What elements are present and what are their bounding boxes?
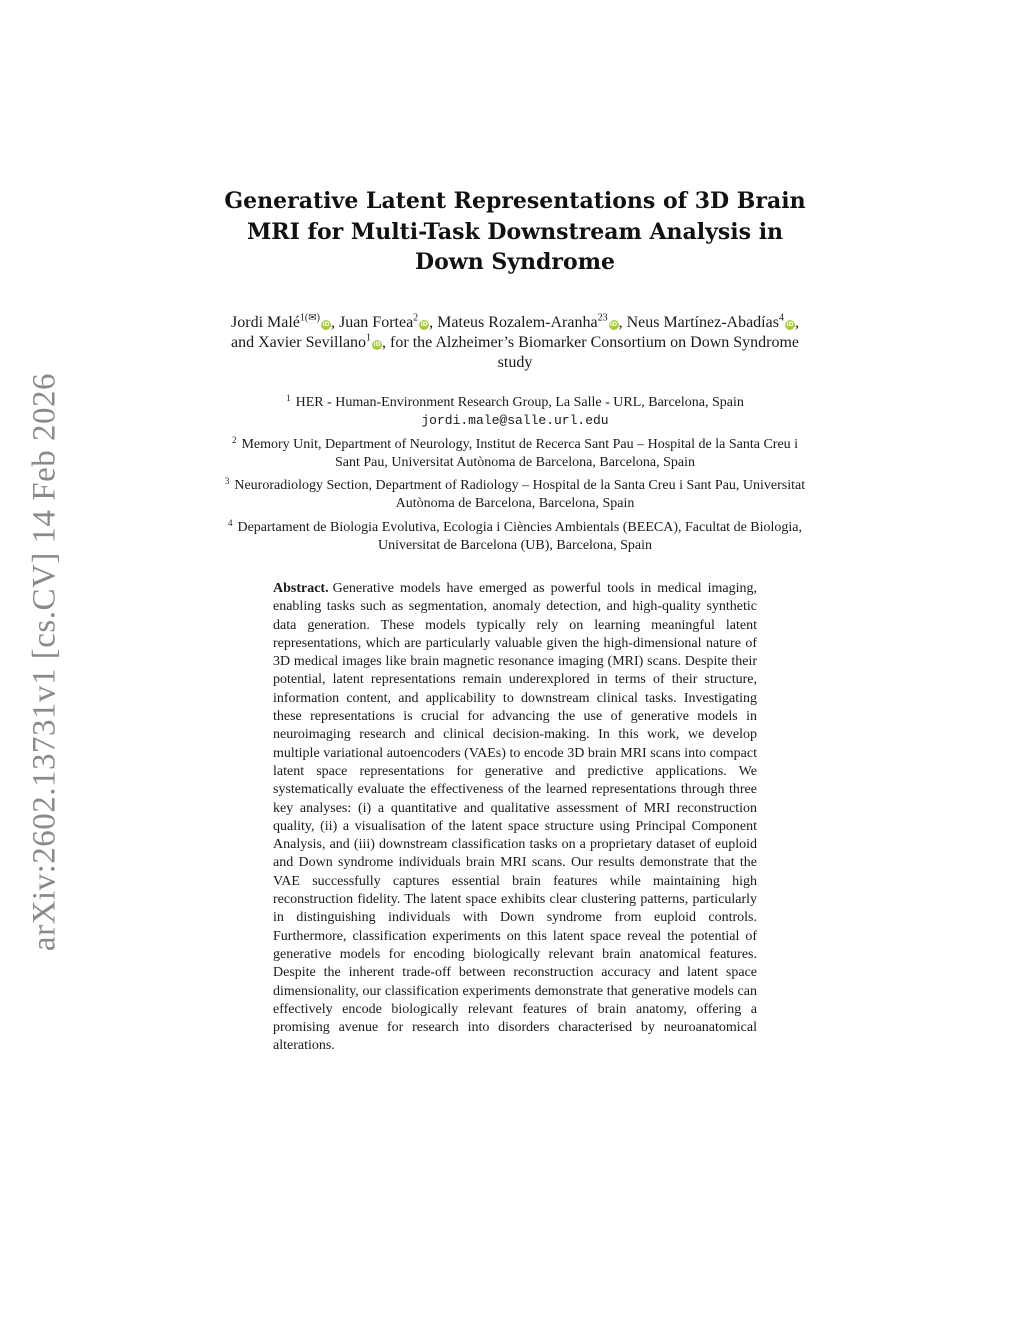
author-affiliation-mark: 4: [778, 312, 784, 324]
author-separator: ,: [382, 334, 391, 351]
consortium-name: for the Alzheimer’s Biomarker Consortium on Down Syndrome study: [390, 334, 800, 371]
affiliation-text: Departament de Biologia Evolutiva, Ecologia i Ciències Ambientals (BEECA), Facultat de Biologia, Universitat de Barcelona (UB), Barcelona, Spain: [237, 519, 803, 554]
author-separator: ,: [429, 314, 438, 331]
author-separator: ,: [618, 314, 627, 331]
orcid-icon[interactable]: iD: [322, 321, 330, 328]
affiliation-text: HER - Human-Environment Research Group, La Salle - URL, Barcelona, Spain: [295, 395, 744, 410]
affiliation-item: [218, 514, 812, 556]
author-separator: ,: [330, 314, 339, 331]
author-separator: , and: [230, 314, 799, 351]
author-name: Neus Martínez-Abadías: [626, 314, 779, 331]
affiliation-mark: 1: [286, 393, 291, 403]
affiliation-mark: 3: [224, 476, 230, 487]
orcid-icon[interactable]: iD: [786, 321, 794, 328]
abstract: [273, 580, 757, 1056]
author-name: Jordi Malé: [231, 314, 300, 331]
author-email[interactable]: jordi.male@salle.url.edu: [421, 413, 609, 429]
arxiv-sidebar-stamp: arXiv:2602.13731v1 [cs.CV] 14 Feb 2026: [26, 372, 63, 952]
author-affiliation-mark: 1: [366, 332, 372, 344]
affiliation-text: Neuroradiology Section, Department of Radiology – Hospital de la Santa Creu i Sant Pau, Universitat Autònoma de Barcelona, Barcelona, Spain: [234, 478, 806, 512]
author-name: Xavier Sevillano: [258, 334, 367, 351]
author-affiliation-mark: 23: [597, 312, 608, 324]
author-affiliation-mark: 1(✉): [299, 312, 320, 324]
author-affiliation-mark: 2: [413, 312, 419, 324]
author-name: Juan Fortea: [338, 314, 414, 331]
abstract-text: Generative models have emerged as powerful tools in medical imaging, enabling tasks such as segmentation, anomaly detection, and high-quality synthetic data generation. These models typically rely on learning meaningful latent representations, which are particularly valuable given the high-dimensional nature of 3D medical images like brain magnetic resonance imaging (MRI) scans. Despite their potential, latent representations remain underexplored in terms of their structure, information content, and applicability to downstream clinical tasks. Investigating these representations is crucial for advancing the use of generative models in neuroimaging research and clinical decision-making. In this work, we develop multiple variational autoencoders (VAEs) to encode 3D brain MRI scans into compact latent space representations for generative and predictive applications. We systematically evaluate the effectiveness of the learned representations through three key analyses: (i) a quantitative and qualitative assessment of MRI reconstruction quality, (ii) a visualisation of the latent space structure using Principal Component Analysis, and (iii) downstream classification tasks on a proprietary dataset of euploid and Down syndrome individuals brain MRI scans. Our results demonstrate that the VAE successfully captures essential brain features while maintaining high reconstruction fidelity. The latent space exhibits clear clustering patterns, particularly in distinguishing individuals with Down syndrome from euploid controls. Furthermore, classification experiments on this latent space reveal the potential of generative models for encoding biologically relevant brain anatomical features. Despite the inherent trade-off between reconstruction accuracy and latent space dimensionality, our classification experiments demonstrate that generative models can effectively encode biologically relevant features of brain anatomy, offering a promising avenue for research into disorders characterised by neuroanatomical alterations.: [273, 581, 757, 1054]
affiliation-list: [218, 389, 812, 555]
affiliation-text: Memory Unit, Department of Neurology, Institut de Recerca Sant Pau – Hospital de la Santa Creu i Sant Pau, Universitat Autònoma de Barcelona, Barcelona, Spain: [241, 436, 799, 470]
affiliation-item: [218, 472, 812, 514]
author-name: Mateus Rozalem-Aranha: [437, 314, 598, 331]
affiliation-item: [218, 431, 812, 473]
orcid-icon[interactable]: iD: [373, 341, 381, 348]
abstract-label: Abstract.: [273, 581, 329, 596]
affiliation-mark: 4: [227, 517, 233, 528]
affiliation-item: [218, 389, 812, 412]
orcid-icon[interactable]: iD: [610, 321, 618, 328]
author-list: [222, 313, 808, 373]
paper-title: Generative Latent Representations of 3D Brain MRI for Multi-Task Downstream Analysis in Down Syndrome: [224, 188, 806, 275]
affiliation-mark: 2: [231, 434, 237, 445]
orcid-icon[interactable]: iD: [420, 321, 428, 328]
